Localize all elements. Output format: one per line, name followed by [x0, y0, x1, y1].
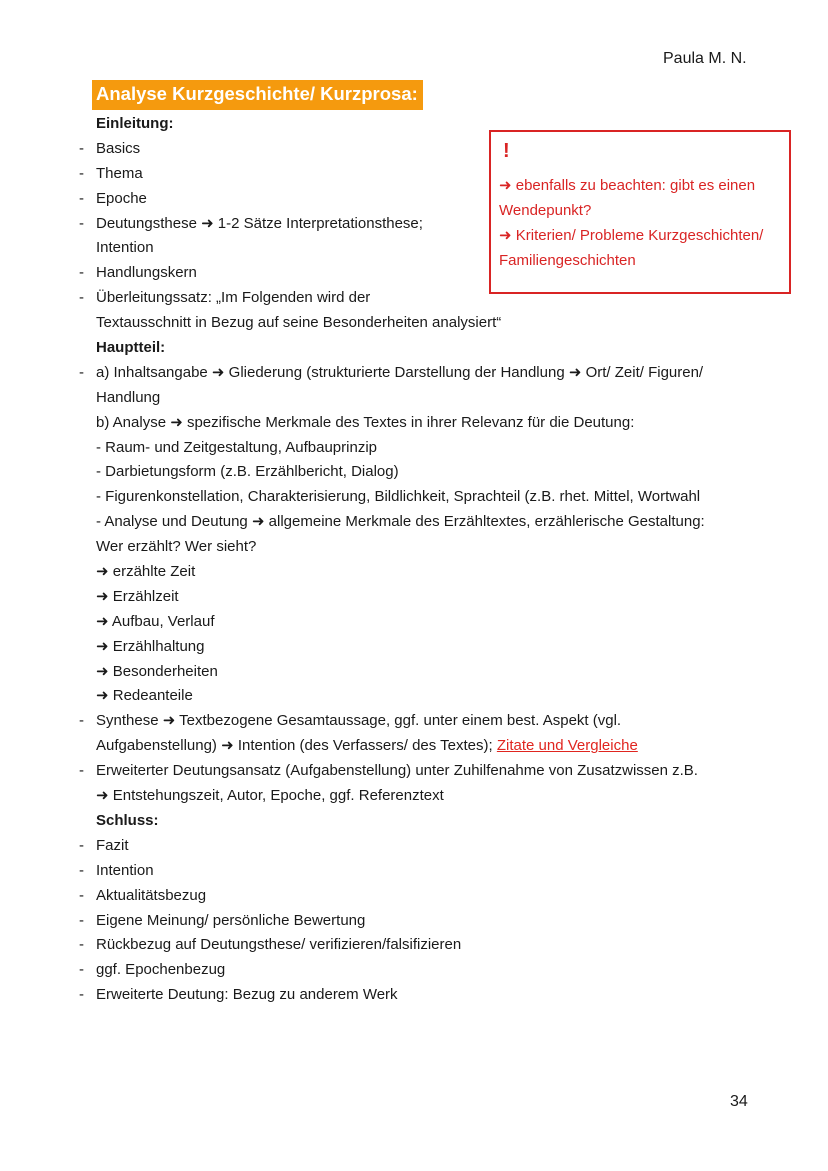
- page-title: Analyse Kurzgeschichte/ Kurzprosa:: [92, 80, 423, 110]
- list-item: - Eigene Meinung/ persönliche Bewertung: [96, 909, 756, 934]
- list-item: - Epoche: [96, 187, 756, 212]
- list-item-continuation: - Analyse und Deutung ➜ allgemeine Merkmale des Erzähltextes, erzählerische Gestaltung:: [96, 513, 705, 531]
- list-item-continuation: - Raum- und Zeitgestaltung, Aufbauprinzip: [96, 438, 377, 456]
- note-line: Wendepunkt?: [499, 202, 592, 219]
- zitate-link[interactable]: Zitate und Vergleiche: [496, 737, 638, 755]
- list-item-continuation: Textausschnitt in Bezug auf seine Besonderheiten analysiert“: [96, 314, 502, 332]
- list-item: - Synthese ➜ Textbezogene Gesamtaussage, ggf. unter einem best. Aspekt (vgl.: [96, 709, 756, 734]
- list-item: - Deutungsthese ➜ 1-2 Sätze Interpretationsthese;: [96, 212, 756, 237]
- note-line: Familiengeschichten: [499, 252, 636, 269]
- list-item-continuation: ➜ Besonderheiten: [96, 662, 218, 680]
- list-item-continuation: - Figurenkonstellation, Charakterisierung, Bildlichkeit, Sprachteil (z.B. rhet. Mittel, Wortwahl: [96, 488, 701, 506]
- list-item-continuation: b) Analyse ➜ spezifische Merkmale des Textes in ihrer Relevanz für die Deutung:: [96, 413, 635, 431]
- list-item-continuation: ➜ Erzählhaltung: [96, 637, 205, 655]
- list-item-continuation: ➜ Entstehungszeit, Autor, Epoche, ggf. Referenztext: [96, 787, 444, 805]
- list-item: - Basics: [96, 137, 756, 162]
- section-heading-hauptteil: Hauptteil:: [96, 339, 166, 357]
- list-item-continuation: ➜ Redeanteile: [96, 687, 193, 705]
- list-item: - Aktualitätsbezug: [96, 884, 756, 909]
- section-heading-schluss: Schluss:: [96, 811, 159, 829]
- list-item-continuation: - Darbietungsform (z.B. Erzählbericht, Dialog): [96, 463, 399, 481]
- list-item-continuation: Intention: [96, 239, 154, 257]
- exclamation-icon: !: [503, 140, 510, 162]
- synthese-text: Aufgabenstellung) ➜ Intention (des Verfassers/ des Textes);: [96, 737, 493, 755]
- list-item: - ggf. Epochenbezug: [96, 958, 756, 983]
- list-item-continuation: ➜ Erzählzeit: [96, 587, 179, 605]
- section-heading-einleitung: Einleitung:: [96, 115, 174, 132]
- list-item: - Fazit: [96, 834, 756, 859]
- list-item: - Intention: [96, 859, 756, 884]
- list-item: - Rückbezug auf Deutungsthese/ verifizieren/falsifizieren: [96, 933, 756, 958]
- list-item-continuation: Handlung: [96, 388, 161, 406]
- list-item: - Erweiterte Deutung: Bezug zu anderem Werk: [96, 983, 756, 1008]
- page-number: 34: [730, 1093, 748, 1110]
- list-item: - Handlungskern: [96, 261, 756, 286]
- list-item-continuation: ➜ erzählte Zeit: [96, 563, 196, 581]
- list-item: - Erweiterter Deutungsansatz (Aufgabenstellung) unter Zuhilfenahme von Zusatzwissen z.B.: [96, 759, 756, 784]
- list-item: - Überleitungssatz: „Im Folgenden wird der: [96, 286, 756, 311]
- document-body: [96, 112, 756, 1008]
- list-item-continuation: Wer erzählt? Wer sieht?: [96, 538, 257, 556]
- list-item-continuation: ➜ Aufbau, Verlauf: [96, 612, 215, 630]
- list-item-continuation: [96, 734, 756, 759]
- list-item: - a) Inhaltsangabe ➜ Gliederung (strukturierte Darstellung der Handlung ➜ Ort/ Zeit/ Figuren/: [96, 361, 756, 386]
- list-item: - Thema: [96, 162, 756, 187]
- note-line: ➜ Kriterien/ Probleme Kurzgeschichten/: [499, 227, 764, 244]
- author-name: Paula M. N.: [663, 50, 747, 67]
- note-line: ➜ ebenfalls zu beachten: gibt es einen: [499, 177, 756, 194]
